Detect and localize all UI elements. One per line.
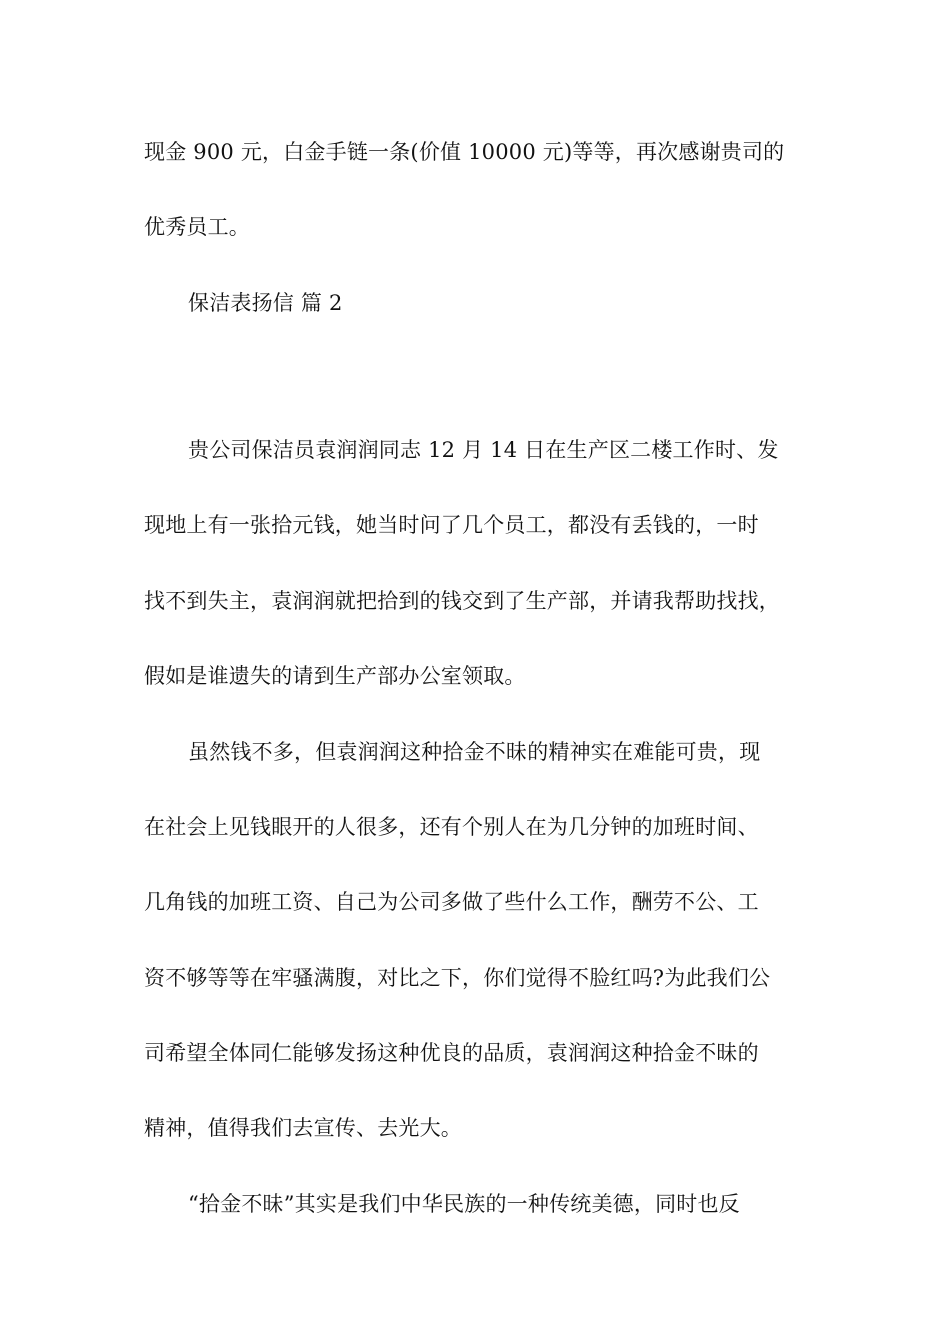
text-line: 虽然钱不多，但袁润润这种拾金不昧的精神实在难能可贵，现 — [188, 740, 761, 764]
text-line: 司希望全体同仁能够发扬这种优良的品质，袁润润这种拾金不昧的 — [144, 1041, 759, 1065]
text-line: 在社会上见钱眼开的人很多，还有个别人在为几分钟的加班时间、 — [144, 815, 759, 839]
text-line: 贵公司保洁员袁润润同志 12 月 14 日在生产区二楼工作时、发 — [188, 438, 779, 462]
text-line: 资不够等等在牢骚满腹，对比之下，你们觉得不脸红吗?为此我们公 — [144, 966, 771, 990]
section-heading: 保洁表扬信 篇 2 — [188, 291, 343, 315]
text-line: 找不到失主，袁润润就把拾到的钱交到了生产部，并请我帮助找找， — [144, 589, 780, 613]
text-line: 几角钱的加班工资、自己为公司多做了些什么工作，酬劳不公、工 — [144, 890, 759, 914]
text-line: 优秀员工。 — [144, 215, 250, 239]
text-line: 假如是谁遗失的请到生产部办公室领取。 — [144, 664, 526, 688]
text-line: 现金 900 元，白金手链一条(价值 10000 元)等等，再次感谢贵司的 — [144, 140, 785, 164]
text-line: 精神，值得我们去宣传、去光大。 — [144, 1116, 462, 1140]
text-line: “拾金不昧”其实是我们中华民族的一种传统美德，同时也反 — [188, 1192, 740, 1216]
text-line: 现地上有一张拾元钱，她当时问了几个员工，都没有丢钱的，一时 — [144, 513, 759, 537]
